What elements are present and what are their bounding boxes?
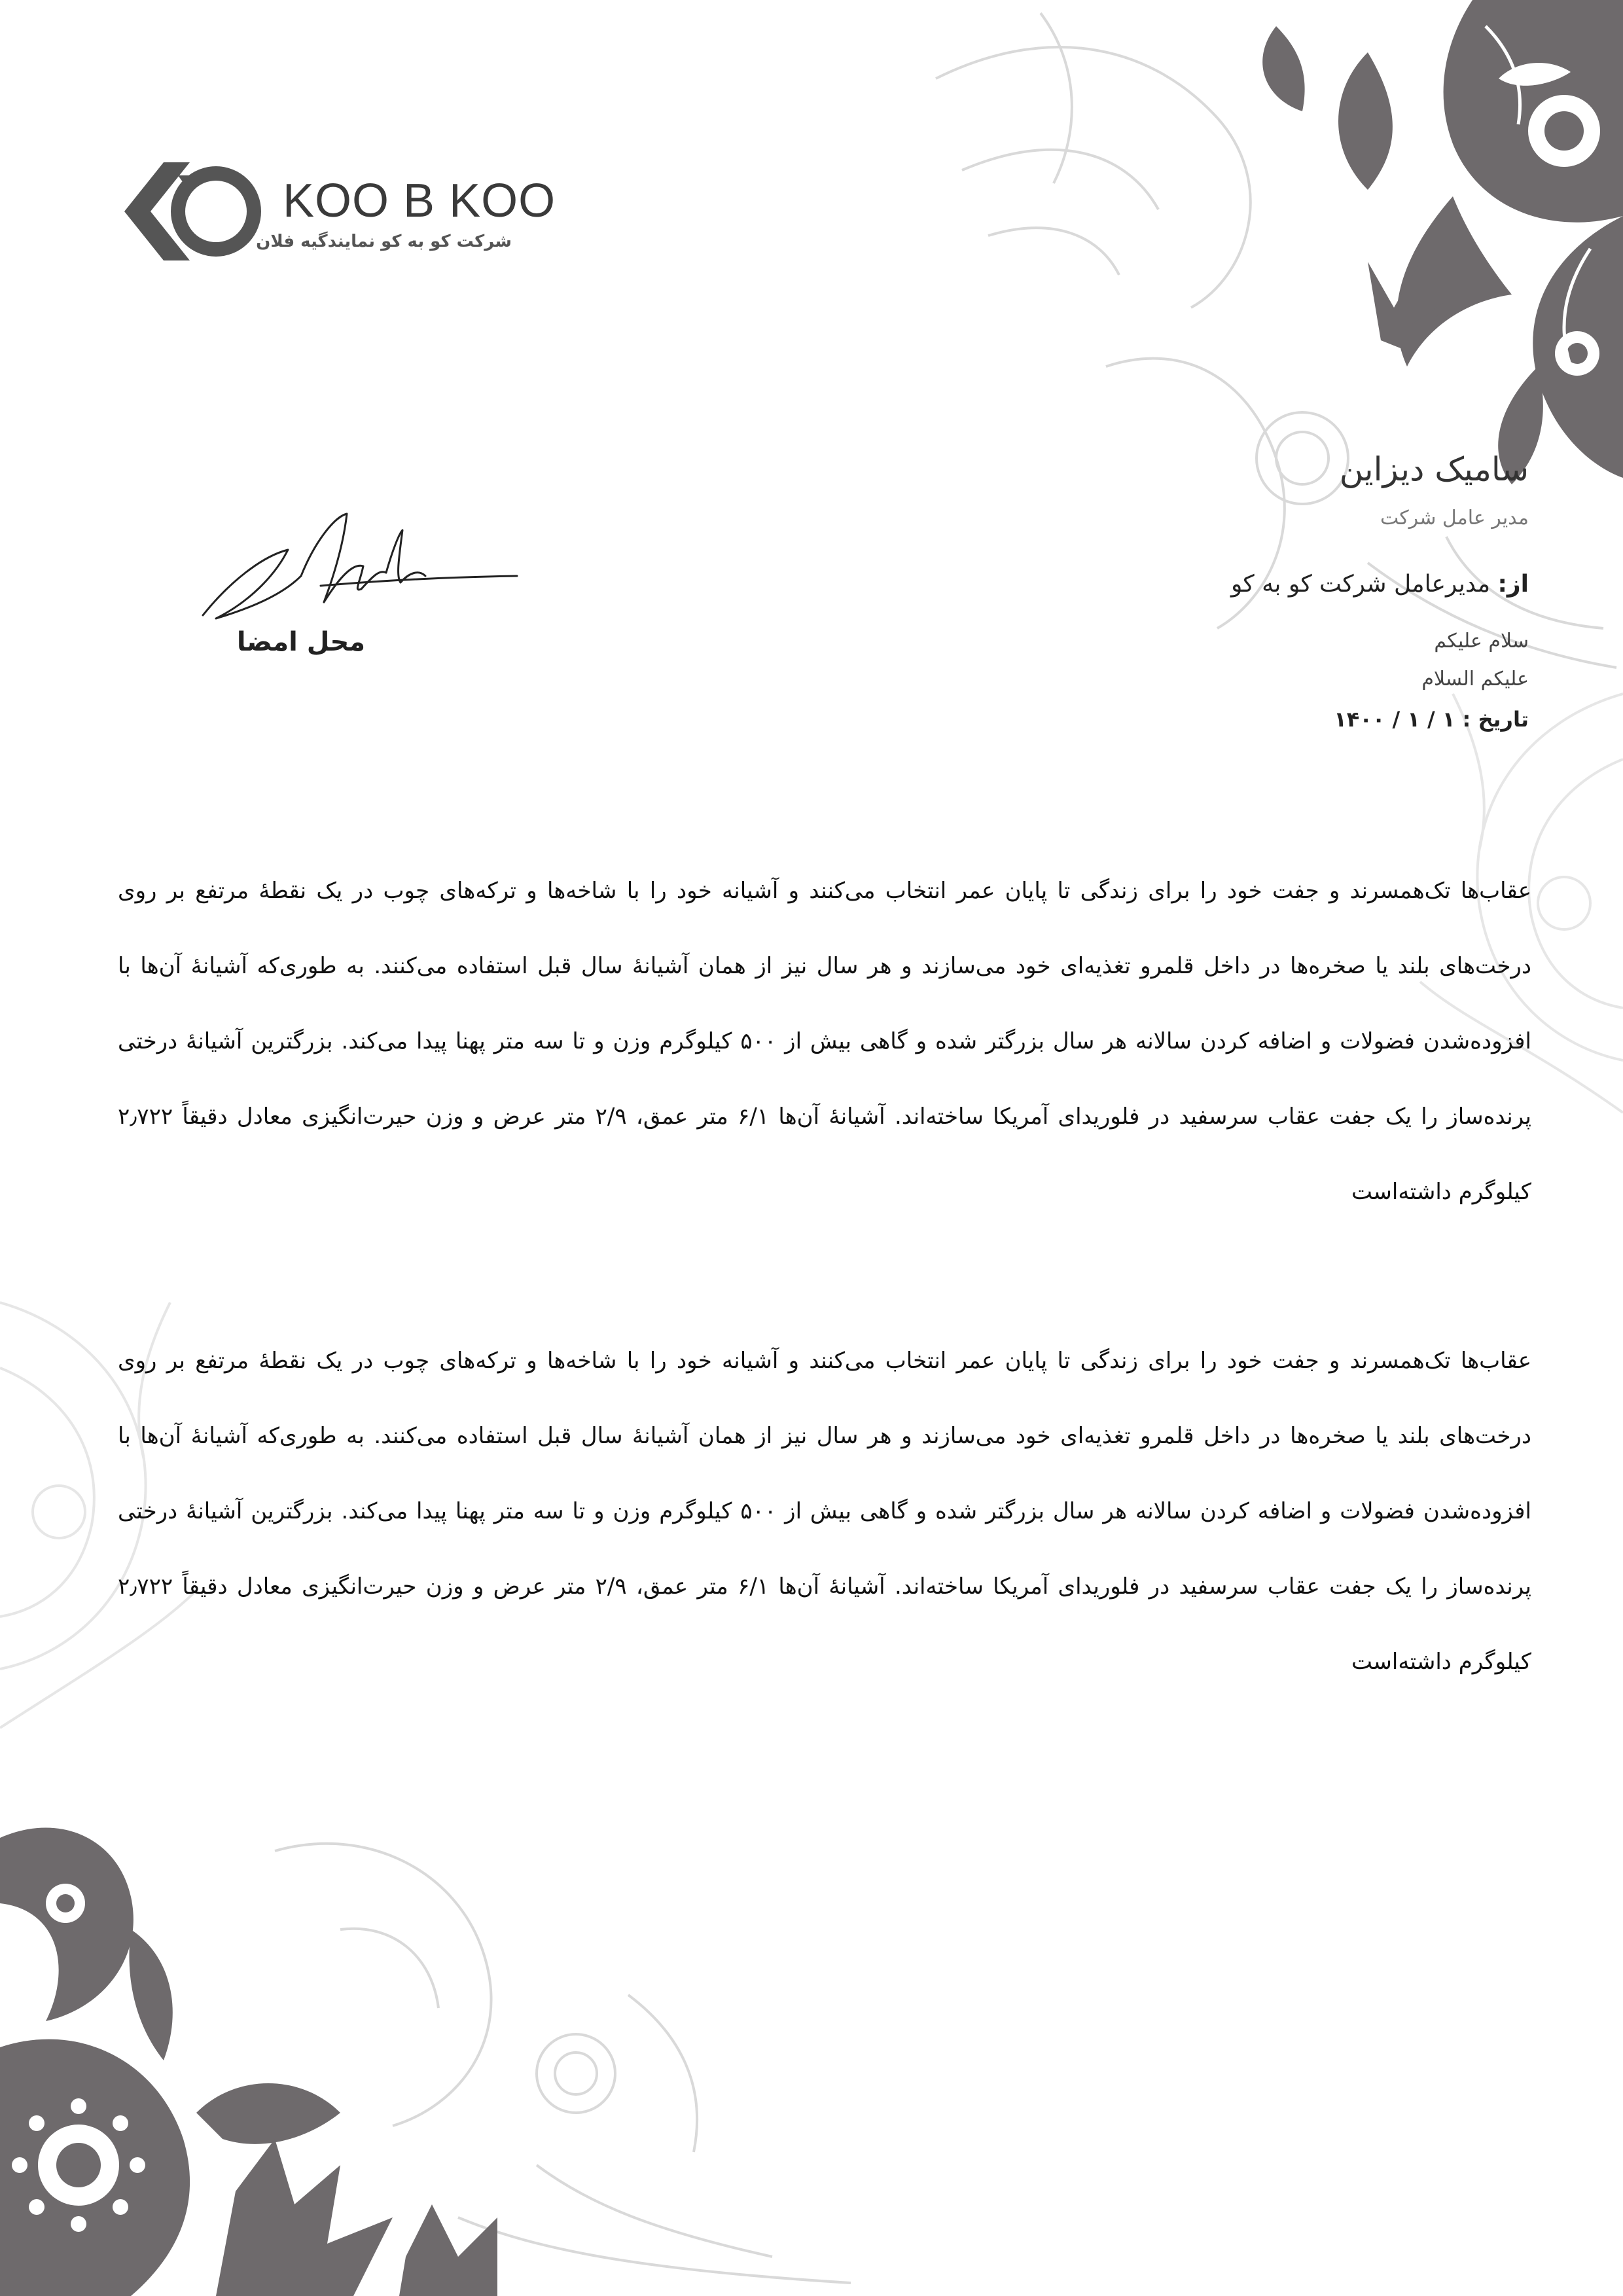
logo-tagline: شرکت کو به کو نمایندگیه فلان bbox=[256, 232, 512, 251]
sender-role: مدیر عامل شرکت bbox=[1380, 507, 1529, 529]
handwritten-signature bbox=[190, 504, 530, 635]
date-label: تاریخ : bbox=[1462, 707, 1529, 732]
body-paragraph: عقاب‌ها تک‌همسرند و جفت خود را برای زندگی تا پایان عمر انتخاب می‌کنند و آشیانه خود را با شاخه‌ها و ترکه‌های چوب در یک نقطهٔ مرتفع بر روی درخت‌های بلند یا صخره‌ها در داخل قلمرو تغذیه‌ای خود می‌سازند و هر سال نیز از همان آشیانهٔ سال قبل استفاده می‌کنند. به طوری‌که آشیانهٔ آن‌ها با افزوده‌شدن فضولات و اضافه کردن سالانه هر سال بزرگتر شده و گاهی بیش از ۵۰۰ کیلوگرم وزن و تا سه متر پهنا پیدا می‌کند. بزرگترین آشیانهٔ درختی پرنده‌ساز را یک جفت عقاب سرسفید در فلوریدای آمریکا ساخته‌اند. آشیانهٔ آن‌ها ۶/۱ متر عمق، ۲/۹ متر عرض و وزن حیرت‌انگیزی معادل دقیقاً ۲٫۷۲۲ کیلوگرم داشته‌است bbox=[118, 878, 1531, 1205]
from-label: از: bbox=[1497, 571, 1529, 598]
sender-name: سامیک دیزاین bbox=[1339, 450, 1529, 488]
from-value: مدیرعامل شرکت کو به کو bbox=[1230, 571, 1491, 598]
date-value: ۱ / ۱ / ۱۴۰۰ bbox=[1334, 707, 1455, 732]
from-line bbox=[1231, 571, 1529, 598]
date-line bbox=[1334, 707, 1529, 732]
paisley-ornament-bottom-left bbox=[0, 1799, 851, 2296]
body-paragraph: عقاب‌ها تک‌همسرند و جفت خود را برای زندگی تا پایان عمر انتخاب می‌کنند و آشیانه خود را با شاخه‌ها و ترکه‌های چوب در یک نقطهٔ مرتفع بر روی درخت‌های بلند یا صخره‌ها در داخل قلمرو تغذیه‌ای خود می‌سازند و هر سال نیز از همان آشیانهٔ سال قبل استفاده می‌کنند. به طوری‌که آشیانهٔ آن‌ها با افزوده‌شدن فضولات و اضافه کردن سالانه هر سال بزرگتر شده و گاهی بیش از ۵۰۰ کیلوگرم وزن و تا سه متر پهنا پیدا می‌کند. بزرگترین آشیانهٔ درختی پرنده‌ساز را یک جفت عقاب سرسفید در فلوریدای آمریکا ساخته‌اند. آشیانهٔ آن‌ها ۶/۱ متر عمق، ۲/۹ متر عرض و وزن حیرت‌انگیزی معادل دقیقاً ۲٫۷۲۲ کیلوگرم داشته‌است bbox=[118, 1348, 1531, 1675]
company-logo bbox=[118, 156, 556, 274]
greeting-line-1: سلام علیکم bbox=[1434, 630, 1529, 653]
greeting-line-2: علیکم السلام bbox=[1421, 668, 1529, 691]
signature-place-label: محل امضا bbox=[236, 627, 366, 657]
logo-wordmark: KOO B KOO bbox=[283, 175, 556, 227]
koo-b-koo-logo-mark-icon bbox=[118, 156, 268, 267]
